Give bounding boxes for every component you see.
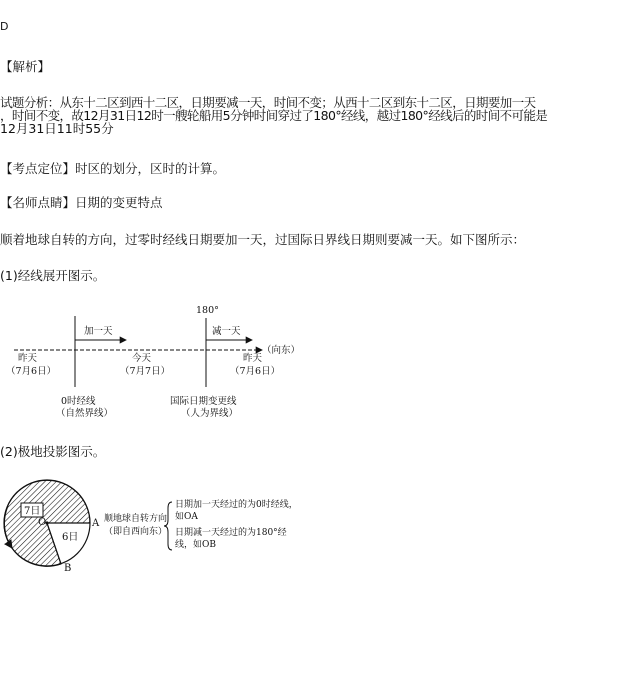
label-left-day: 昨天 bbox=[18, 353, 38, 364]
label-rotation-note: （即自西向东） bbox=[104, 527, 168, 537]
label-mid-day: 今天 bbox=[132, 353, 152, 364]
label-east: （向东） bbox=[262, 345, 301, 356]
label-zero-line-note: （自然界线） bbox=[56, 408, 114, 419]
rule-text: 顺着地球自转的方向，过零时经线日期要加一天，过国际日界线日期则要减一天。如下图所示： bbox=[0, 232, 526, 247]
label-b: B bbox=[64, 563, 72, 574]
mingshi-text: 日期的变更特点 bbox=[75, 195, 163, 210]
label-o: O bbox=[38, 517, 47, 528]
kaodian-tag: 【考点定位】 bbox=[0, 161, 76, 176]
label-date6: 6日 bbox=[62, 532, 79, 543]
label-rotation-dir: 顺地球自转方向 bbox=[104, 514, 168, 524]
analysis-line-1: 试题分析：从东十二区到西十二区，日期要减一天，时间不变；从西十二区到东十二区，日期要加一天 bbox=[0, 95, 536, 110]
fig1-caption: (1)经线展开图示。 bbox=[0, 268, 106, 283]
mingshi-tag: 【名师点睛】 bbox=[0, 195, 76, 210]
label-right-day: 昨天 bbox=[243, 353, 263, 364]
kaodian-text: 时区的划分，区时的计算。 bbox=[75, 161, 226, 176]
label-mid-date: （7月7日） bbox=[120, 366, 171, 377]
label-zero-line: 0时经线 bbox=[61, 396, 96, 407]
label-rule-sub-1: 日期减一天经过的为180°经 bbox=[175, 528, 287, 538]
label-date7: 7日 bbox=[24, 506, 41, 517]
label-add-day: 加一天 bbox=[84, 326, 113, 337]
label-idl: 国际日期变更线 bbox=[170, 396, 237, 407]
analysis-line-3: 12月31日11时55分 bbox=[0, 121, 114, 136]
label-a: A bbox=[92, 518, 100, 529]
answer-letter: D bbox=[0, 20, 9, 33]
label-rule-add-1: 日期加一天经过的为0时经线， bbox=[175, 500, 298, 510]
fig2-caption: (2)极地投影图示。 bbox=[0, 444, 106, 459]
label-rule-add-2: 如OA bbox=[175, 512, 198, 522]
label-right-date: （7月6日） bbox=[230, 366, 281, 377]
label-left-date: （7月6日） bbox=[6, 366, 57, 377]
label-sub-day: 减一天 bbox=[212, 326, 241, 337]
analysis-line-2: ，时间不变，故12月31日12时一艘轮船用5分钟时间穿过了180°经线，越过180°经线后的时间不可能是 bbox=[0, 108, 548, 123]
label-rule-sub-2: 线，如OB bbox=[175, 540, 216, 550]
label-idl-note: （人为界线） bbox=[181, 408, 239, 419]
analysis-heading: 【解析】 bbox=[0, 59, 51, 74]
label-180-deg: 180° bbox=[196, 305, 219, 316]
